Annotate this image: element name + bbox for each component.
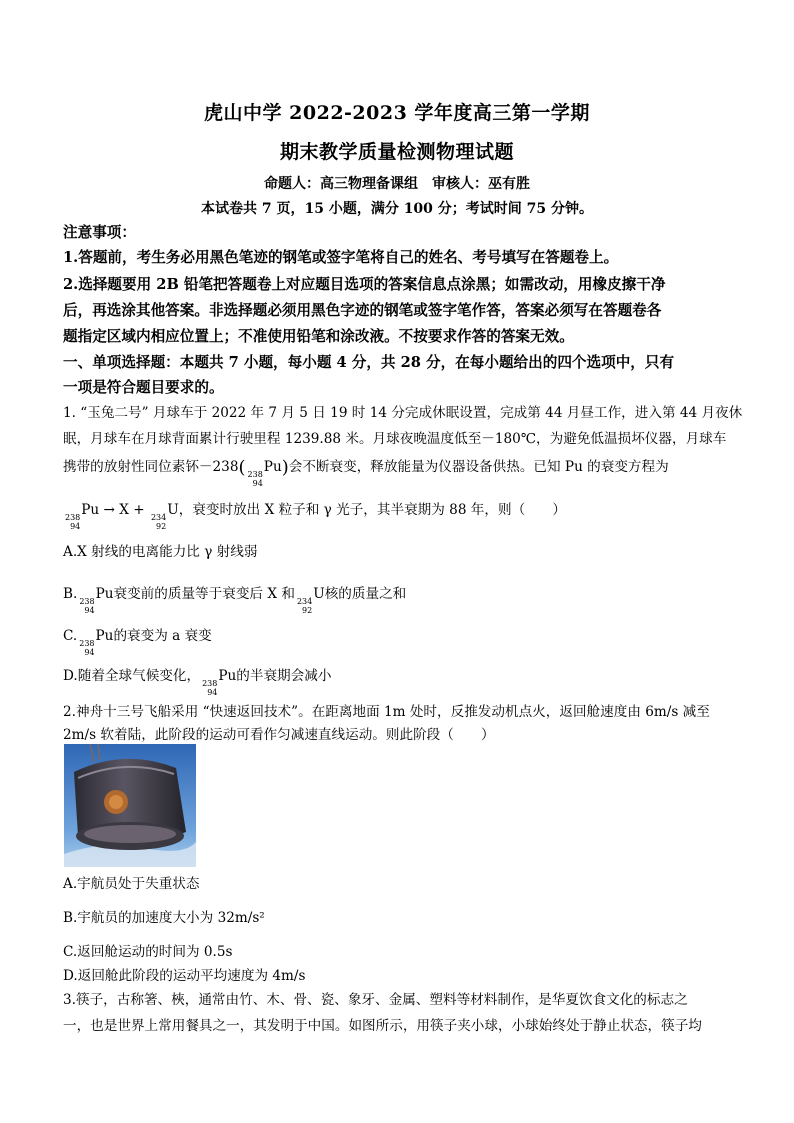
pu-isotope-numbers: 238 94 <box>247 470 263 488</box>
q1-option-d: D.随着全球气候变化， 238 94 Pu的半衰期会减小 <box>63 668 332 697</box>
q1-stem-2: 眠，月球车在月球背面累计行驶里程 1239.88 米。月球夜晚温度低至－180℃，为避免低温损坏仪器，月球车 <box>63 431 727 447</box>
q2-option-d: D.返回舱此阶段的运动平均速度为 4m/s <box>63 968 306 984</box>
notice-item-2-cont: 后，再选涂其他答案。非选择题必须用黑色字迹的钢笔或签字笔作答，答案必须写在答题卷各 <box>63 302 662 319</box>
return-capsule-image <box>64 744 196 867</box>
q2-option-a: A.宇航员处于失重状态 <box>63 876 200 892</box>
q1-option-b: B. 238 94 Pu衰变前的质量等于衰变后 X 和 234 92 U核的质量之和 <box>63 586 407 615</box>
q1-decay-equation: 238 94 Pu → X + 234 92 U，衰变时放出 X 粒子和 γ 光子，其半衰期为 88 年，则（ ） <box>65 502 566 531</box>
paren-close: ) <box>281 457 289 478</box>
q2-stem-1: 2.神舟十三号飞船采用 “快速返回技术”。在距离地面 1m 处时，反推发动机点火，返回舱速度由 6m/s 减至 <box>63 704 710 720</box>
exam-subtitle: 期末教学质量检测物理试题 <box>279 141 514 163</box>
paren-open: ( <box>238 457 246 478</box>
exam-title: 虎山中学 2022-2023 学年度高三第一学期 <box>204 102 590 124</box>
notice-heading: 注意事项： <box>63 224 136 241</box>
section-heading: 一、单项选择题：本题共 7 小题，每小题 4 分，共 28 分，在每小题给出的四个选项中，只有 <box>63 354 675 371</box>
q1-option-a: A.X 射线的电离能力比 γ 射线弱 <box>63 544 258 560</box>
authors-line: 命题人：高三物理备课组 审核人：巫有胜 <box>264 176 530 192</box>
q3-stem-2: 一，也是世界上常用餐具之一，其发明于中国。如图所示，用筷子夹小球，小球始终处于静止状态，筷子均 <box>63 1018 702 1034</box>
q1-stem-3: 携带的放射性同位素钚－238( 238 94 Pu)会不断衰变，释放能量为仪器设备供热。已知 Pu 的衰变方程为 <box>63 457 669 488</box>
q2-stem-2: 2m/s 软着陆，此阶段的运动可看作匀减速直线运动。则此阶段（ ） <box>63 727 495 743</box>
q2-option-b: B.宇航员的加速度大小为 32m/s² <box>63 910 265 926</box>
q1-stem-1: 1. “玉兔二号” 月球车于 2022 年 7 月 5 日 19 时 14 分完成休眠设置，完成第 44 月昼工作，进入第 44 月夜休 <box>63 405 743 421</box>
q2-option-c: C.返回舱运动的时间为 0.5s <box>63 944 233 960</box>
capsule-illustration <box>64 744 196 867</box>
notice-item-2-cont2: 题指定区域内相应位置上；不准使用铅笔和涂改液。不按要求作答的答案无效。 <box>63 328 574 345</box>
notice-item-1: 1.答题前，考生务必用黑色笔迹的钢笔或签字笔将自己的姓名、考号填写在答题卷上。 <box>63 249 619 266</box>
notice-item-2: 2.选择题要用 2B 铅笔把答题卷上对应题目选项的答案信息点涂黑；如需改动，用橡皮擦干净 <box>63 276 666 293</box>
q1-option-c: C. 238 94 Pu的衰变为 a 衰变 <box>63 628 212 657</box>
section-heading-cont: 一项是符合题目要求的。 <box>63 379 224 396</box>
exam-info: 本试卷共 7 页，15 小题，满分 100 分；考试时间 75 分钟。 <box>200 201 594 217</box>
q3-stem-1: 3.筷子，古称箸、梜，通常由竹、木、骨、瓷、象牙、金属、塑料等材料制作，是华夏饮食文化的标志之 <box>63 992 688 1008</box>
